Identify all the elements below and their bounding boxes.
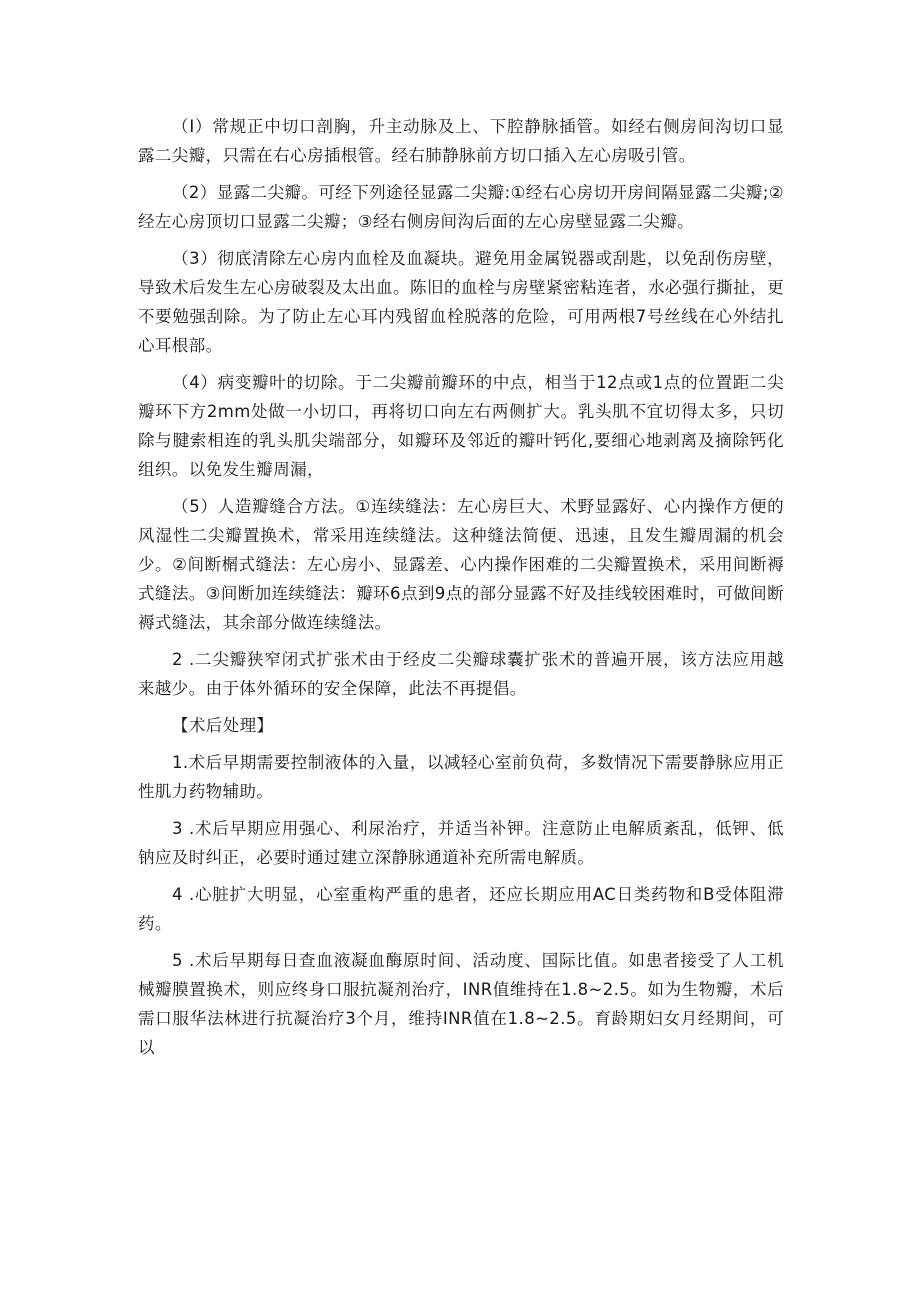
paragraph-postop-5: 5 .术后早期每日查血液凝血酶原时间、活动度、国际比值。如患者接受了人工机械瓣膜置换术，则应终身口服抗凝剂治疗，INR值维持在1.8~2.5。如为生物瓣，术后需口服华法林进行抗凝治疗3个月，维持INR值在1.8~2.5。育龄期妇女月经期间，可以 bbox=[138, 951, 784, 1057]
paragraph-postop-1: 1.术后早期需要控制液体的入量，以减轻心室前负荷，多数情况下需要静脉应用正性肌力药物辅助。 bbox=[138, 753, 784, 801]
paragraph-step-2: （2）显露二尖瓣。可经下列途径显露二尖瓣:①经右心房切开房间隔显露二尖瓣;②经左心房顶切口显露二尖瓣；③经右侧房间沟后面的左心房壁显露二尖瓣。 bbox=[138, 183, 784, 231]
paragraph-step-1: （I）常规正中切口剖胸，升主动脉及上、下腔静脉插管。如经右侧房间沟切口显露二尖瓣，只需在右心房插根管。经右肺静脉前方切口插入左心房吸引管。 bbox=[138, 117, 784, 165]
paragraph-step-3: （3）彻底清除左心房内血栓及血凝块。避免用金属锐器或刮匙，以免刮伤房壁，导致术后发生左心房破裂及太出血。陈旧的血栓与房壁紧密粘连者，水必强行撕扯，更不要勉强刮除。为了防止左心耳内残留血栓脱落的危险，可用两根7号丝线在心外结扎心耳根部。 bbox=[138, 249, 784, 355]
paragraph-closed-dilation: 2 .二尖瓣狭窄闭式扩张术由于经皮二尖瓣球囊扩张术的普遍开展，该方法应用越来越少。由于体外循环的安全保障，此法不再提倡。 bbox=[138, 650, 784, 698]
paragraph-postop-4: 4 .心脏扩大明显，心室重构严重的患者，还应长期应用AC日类药物和B受体阻滞药。 bbox=[138, 885, 784, 933]
document-page bbox=[138, 112, 784, 1070]
paragraph-step-4: （4）病变瓣叶的切除。于二尖瓣前瓣环的中点，相当于12点或1点的位置距二尖瓣环下方2mm处做一小切口，再将切口向左右两侧扩大。乳头肌不宜切得太多，只切除与腱索相连的乳头肌尖端部分，如瓣环及邻近的瓣叶钙化,要细心地剥离及摘除钙化组织。以免发生瓣周漏， bbox=[138, 373, 784, 479]
paragraph-step-5: （5）人造瓣缝合方法。①连续缝法：左心房巨大、术野显露好、心内操作方便的风湿性二尖瓣置换术，常采用连续缝法。这种缝法简便、迅速，且发生瓣周漏的机会少。②间断榍式缝法：左心房小、显露差、心内操作困难的二尖瓣置换术，采用间断褥式缝法。③间断加连续缝法：瓣环6点到9点的部分显露不好及挂线较困难时，可做间断褥式缝法，其余部分做连续缝法。 bbox=[138, 497, 784, 632]
section-heading-postop: 【术后处理】 bbox=[172, 716, 274, 735]
paragraph-postop-3: 3 .术后早期应用强心、利尿治疗，并适当补钾。注意防止电解质紊乱，低钾、低钠应及时纠正，必要时通过建立深静脉通道补充所需电解质。 bbox=[138, 819, 784, 867]
